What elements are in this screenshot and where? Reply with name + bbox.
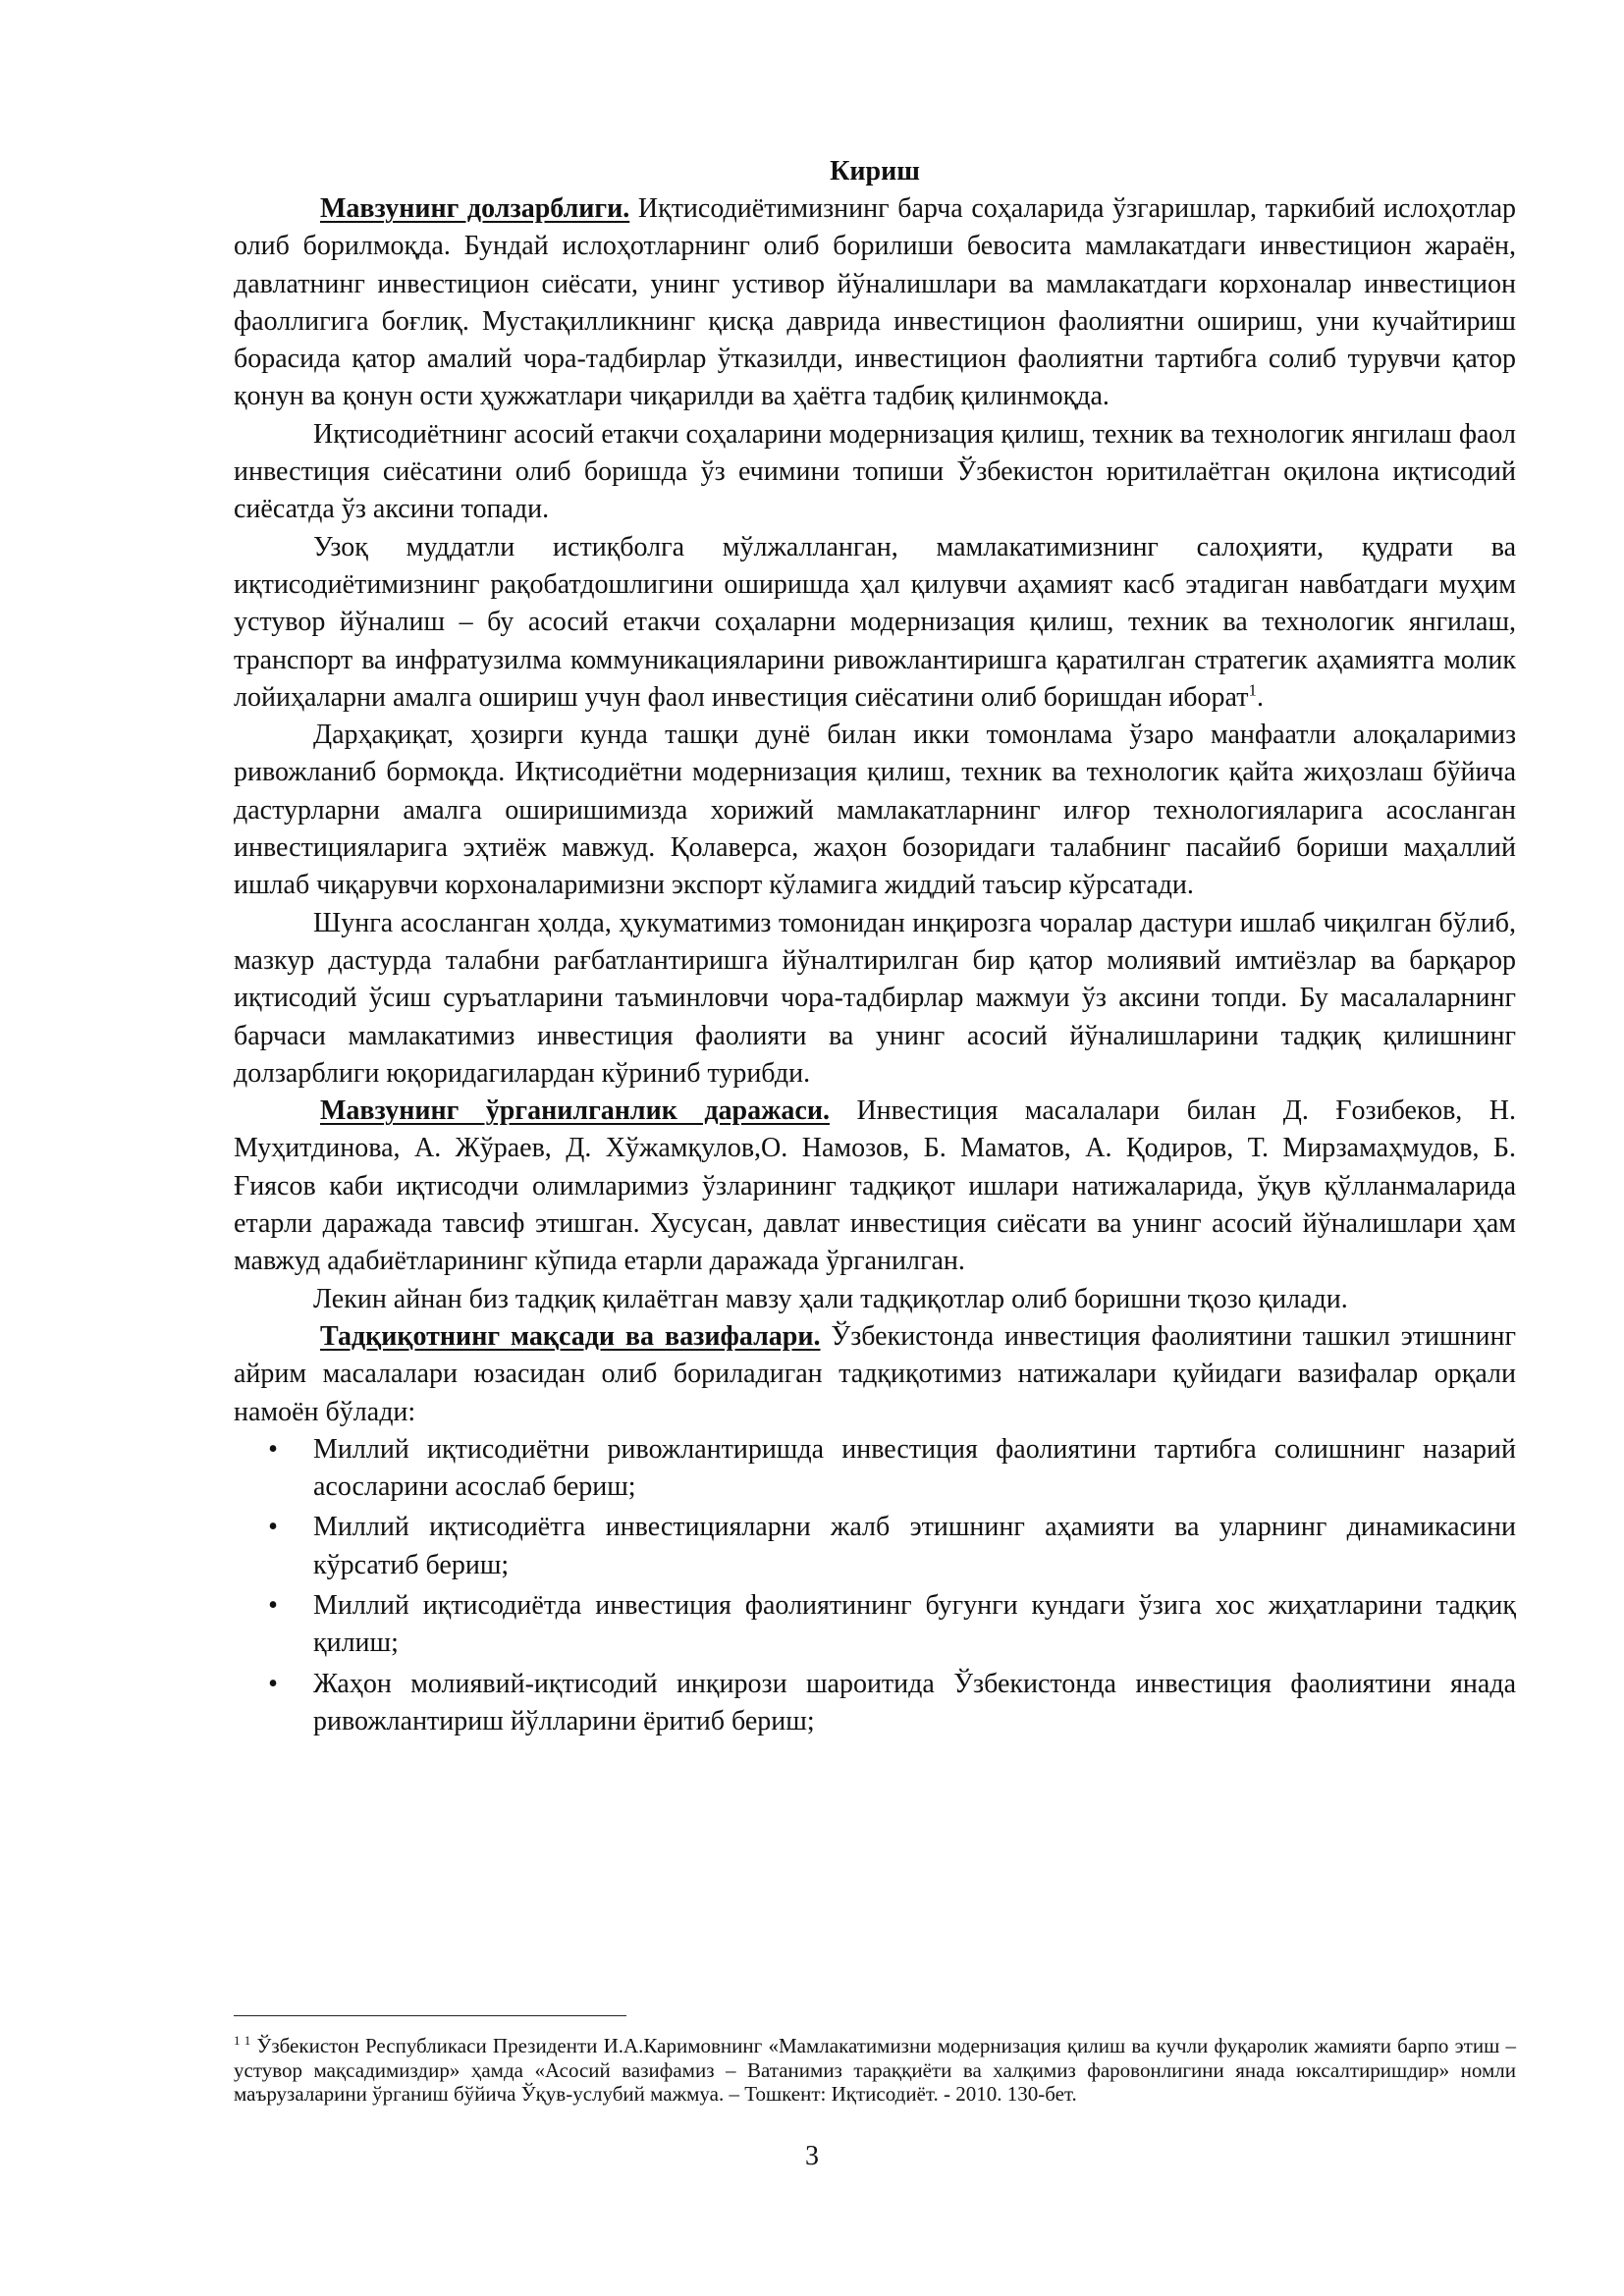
footnote: [234, 2034, 1516, 2107]
footnote-separator: [234, 2015, 626, 2016]
list-item-text: Миллий иқтисодиётда инвестиция фаолиятининг бугунги кундаги ўзига хос жиҳатларини тадқиқ қилиш;: [313, 1589, 1516, 1659]
page-title: Кириш: [830, 156, 920, 187]
paragraph-anticrisis: Шунга асосланган ҳолда, ҳукуматимиз томонидан инқирозга чоралар дастури ишлаб чиқилган бўлиб, мазкур дастурда талабни рағбатлантиришга йўналтирилган бир қатор молиявий имтиёзлар ва барқарор иқтисодий ўсиш суръатларини таъминловчи чора-тадбирлар мажмуи ўз аксини топди. Бу масалаларнинг барчаси мамлакатимиз инвестиция фаолияти ва унинг асосий йўналишларини тадқиқ қилишнинг долзарблиги юқоридагилардан кўриниб турибди.: [234, 907, 1516, 1089]
section-heading-study-level: Мавзунинг ўрганилганлик даражаси.: [320, 1095, 830, 1127]
section-heading-relevance: Мавзунинг долзарблиги.: [320, 193, 630, 224]
paragraph-study-level: [234, 1093, 1516, 1280]
paragraph-external-relations: Дарҳақиқат, ҳозирги кунда ташқи дунё билан икки томонлама ўзаро манфаатли алоқаларимиз ривожланиб бормоқда. Иқтисодиётни модернизация қилиш, техник ва технологик қайта жиҳозлаш бўйича дастурларни амалга оширишимизда хорижий мамлакатларнинг илғор технологияларига асосланган инвестицияларига эҳтиёж мавжуд. Қолаверса, жаҳон бозоридаги талабнинг пасайиб бориши маҳаллий ишлаб чиқарувчи корхоналаримизни экспорт кўламига жиддий таъсир кўрсатади.: [234, 720, 1516, 901]
document-page: [234, 157, 1516, 1743]
bullet-icon: •: [268, 1668, 278, 1699]
list-item-text: Миллий иқтисодиётга инвестицияларни жалб этишнинг аҳамияти ва уларнинг динамикасини кўрсатиб бериш;: [313, 1512, 1516, 1580]
list-item-text: Миллий иқтисодиётни ривожлантиришда инвестиция фаолиятини тартибга солишнинг назарий асосларини асослаб бериш;: [313, 1433, 1516, 1503]
footnote-text: Ўзбекистон Республикаси Президенти И.А.Каримовнинг «Мамлакатимизни модернизация қилиш ва кучли фуқаролик жамияти барпо этиш – устувор мақсадимиздир» ҳамда «Асосий вазифамиз – Ватанимиз тараққиёти ва халқимиз фаровонлигини янада юксалтиришдир» номли маърузаларини ўрганиш бўйича Ўқув-услубий мажмуа. – Тошкент: Иқтисодиёт. - 2010. 130-бет.: [234, 2034, 1517, 2106]
task-list: [234, 1431, 1516, 1740]
footnote-reference[interactable]: 1: [1248, 680, 1257, 700]
footnote-marks: 1 1: [234, 2033, 251, 2048]
paragraph-goals-text: Ўзбекистонда инвестиция фаолиятини ташкил этишнинг айрим масалалари юзасидан олиб бориладиган тадқиқотимиз натижалари қуйидаги вазифалар орқали намоён бўлади:: [234, 1320, 1516, 1427]
list-item: [234, 1509, 1516, 1584]
paragraph-priority-end: .: [1256, 681, 1264, 713]
paragraph-research-need: Лекин айнан биз тадқиқ қилаётган мавзу ҳали тадқиқотлар олиб боришни тқозо қилади.: [313, 1283, 1348, 1314]
section-heading-goals: Тадқиқотнинг мақсади ва вазифалари.: [320, 1320, 821, 1352]
list-item: [234, 1587, 1516, 1663]
paragraph-priority-text: Узоқ муддатли истиқболга мўлжалланган, мамлакатимизнинг салоҳияти, қудрати ва иқтисодиётимизнинг рақобатдошлигини оширишда ҳал қилувчи аҳамият касб этадиган навбатдаги муҳим устувор йўналиш – бу асосий етакчи соҳаларни модернизация қилиш, техник ва технологик янгилаш, транспорт ва инфратузилма коммуникацияларини ривожлантиришга қаратилган стратегик аҳамиятга молик лойиҳаларни амалга ошириш учун фаол инвестиция сиёсатини олиб боришдан иборат: [234, 531, 1516, 713]
paragraph-study-level-text: Инвестиция масалалари билан Д. Ғозибеков, Н. Муҳитдинова, А. Жўраев, Д. Хўжамқулов,О. Намозов, Б. Маматов, А. Қодиров, Т. Мирзамаҳмудов, Б. Ғиясов каби иқтисодчи олимларимиз ўзларининг тадқиқот ишлари натижаларида, ўқув қўлланмаларида етарли даражада тавсиф этишган. Хусусан, давлат инвестиция сиёсати ва унинг асосий йўналишлари ҳам мавжуд адабиётларининг кўпида етарли даражада ўрганилган.: [234, 1095, 1517, 1277]
bullet-icon: •: [268, 1512, 278, 1543]
list-item: [234, 1431, 1516, 1507]
page-number: 3: [805, 2141, 819, 2171]
paragraph-goals: [234, 1318, 1516, 1431]
paragraph-relevance-text: Иқтисодиётимизнинг барча соҳаларида ўзгаришлар, таркибий ислоҳотлар олиб борилмоқда. Бундай ислоҳотларнинг олиб борилиши бевосита мамлакатдаги инвестицион жараён, давлатнинг инвестицион сиёсати, унинг устивор йўналишлари ва мамлакатдаги корхоналар инвестицион фаоллигига боғлиқ. Мустақилликнинг қисқа даврида инвестицион фаолиятни ошириш, уни кучайтириш борасида қатор амалий чора-тадбирлар ўтказилди, инвестицион фаолиятни тартибга солиб турувчи қатор қонун ва қонун ости ҳужжатлари чиқарилди ва ҳаётга тадбиқ қилинмоқда.: [234, 193, 1516, 412]
list-item: [234, 1666, 1516, 1741]
paragraph-modernization: Иқтисодиётнинг асосий етакчи соҳаларини модернизация қилиш, техник ва технологик янгилаш фаол инвестиция сиёсатини олиб боришда ўз ечимини топиши Ўзбекистон юритилаётган оқилона иқтисодий сиёсатда ўз аксини топади.: [234, 418, 1516, 525]
paragraph-relevance: [234, 190, 1516, 416]
bullet-icon: •: [268, 1589, 278, 1621]
bullet-icon: •: [268, 1433, 278, 1465]
list-item-text: Жаҳон молиявий-иқтисодий инқирози шароитида Ўзбекистонда инвестиция фаолиятини янада ривожлантириш йўлларини ёритиб бериш;: [313, 1668, 1516, 1736]
paragraph-priority: [234, 529, 1516, 717]
